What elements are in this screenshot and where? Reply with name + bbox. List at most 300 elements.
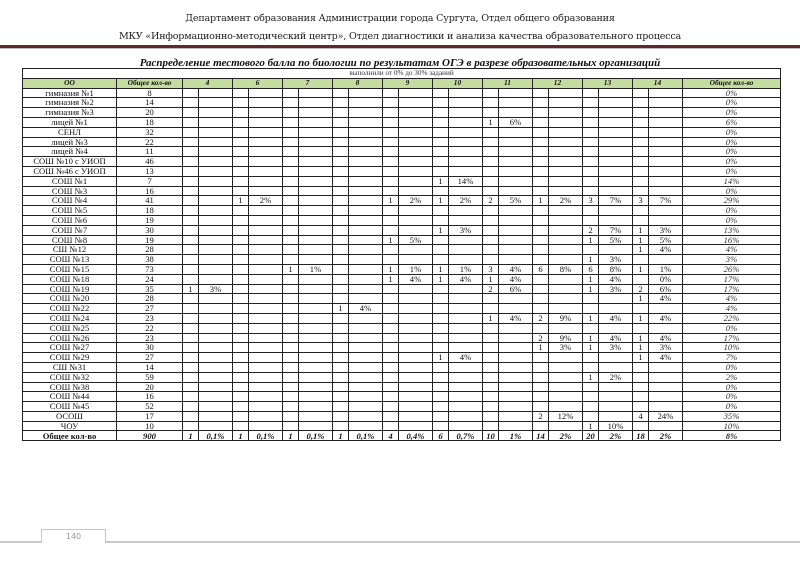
score-count-cell [583,117,599,127]
score-count-cell [583,392,599,402]
score-count-cell [183,225,199,235]
score-count-cell [433,235,449,245]
score-percent-cell: 4% [449,353,483,363]
score-percent-cell: 0,4% [399,431,433,441]
score-count-cell [633,323,649,333]
table-row [23,127,781,137]
score-percent-cell [349,284,383,294]
score-percent-cell [649,421,683,431]
table-row [23,274,781,284]
score-percent-cell [549,421,583,431]
score-count-cell [283,343,299,353]
score-count-cell [533,127,549,137]
score-count-cell [283,98,299,108]
participants-count-cell: 10 [117,421,183,431]
score-percent-cell: 4% [649,333,683,343]
score-count-cell [533,215,549,225]
table-row [23,255,781,265]
score-percent-cell: 3% [599,343,633,353]
score-count-cell [533,157,549,167]
column-header-score-6: 6 [233,78,283,88]
score-percent-cell [549,117,583,127]
summary-percent-cell: 0% [683,362,781,372]
page-number: 140 [41,529,106,543]
score-percent-cell: 3% [649,225,683,235]
score-count-cell [283,88,299,98]
score-percent-cell [499,323,533,333]
score-percent-cell [299,117,333,127]
score-percent-cell [599,245,633,255]
score-percent-cell [499,127,533,137]
score-percent-cell [549,186,583,196]
score-percent-cell [349,166,383,176]
score-count-cell [233,108,249,118]
score-count-cell [383,157,399,167]
score-count-cell: 1 [583,333,599,343]
score-count-cell [283,333,299,343]
score-count-cell [183,176,199,186]
org-name-cell: СЕНЛ [23,127,117,137]
score-percent-cell: 4% [599,313,633,323]
score-percent-cell [349,323,383,333]
score-percent-cell [249,304,283,314]
table-row [23,402,781,412]
score-percent-cell [599,362,633,372]
score-count-cell: 3 [483,264,499,274]
score-count-cell [233,206,249,216]
org-name-cell: СОШ №29 [23,353,117,363]
score-percent-cell [299,176,333,186]
score-percent-cell [299,137,333,147]
score-count-cell [183,235,199,245]
score-count-cell [483,392,499,402]
score-percent-cell [299,372,333,382]
score-percent-cell [649,392,683,402]
score-percent-cell [449,382,483,392]
score-count-cell [433,411,449,421]
score-count-cell [333,255,349,265]
score-percent-cell [249,186,283,196]
score-count-cell: 1 [533,343,549,353]
score-count-cell [333,382,349,392]
score-percent-cell: 9% [549,313,583,323]
score-percent-cell [399,88,433,98]
score-count-cell [383,117,399,127]
score-percent-cell: 1% [499,431,533,441]
table-row [23,313,781,323]
score-percent-cell [249,225,283,235]
score-count-cell [583,323,599,333]
score-percent-cell [499,392,533,402]
score-percent-cell: 0,7% [449,431,483,441]
score-percent-cell [499,108,533,118]
score-count-cell [183,362,199,372]
score-count-cell [483,411,499,421]
score-percent-cell [299,245,333,255]
score-count-cell [283,294,299,304]
score-count-cell [483,353,499,363]
score-percent-cell [249,245,283,255]
participants-count-cell: 35 [117,284,183,294]
score-percent-cell [199,294,233,304]
score-percent-cell [299,196,333,206]
score-percent-cell [599,127,633,137]
score-percent-cell [499,304,533,314]
score-count-cell: 1 [533,196,549,206]
score-percent-cell [249,206,283,216]
score-count-cell [233,127,249,137]
score-count-cell [533,294,549,304]
score-percent-cell [249,176,283,186]
score-count-cell: 6 [533,264,549,274]
org-name-cell: гимназия №1 [23,88,117,98]
table-row [23,147,781,157]
score-percent-cell [649,88,683,98]
score-percent-cell [649,215,683,225]
score-percent-cell [549,353,583,363]
summary-percent-cell: 26% [683,264,781,274]
score-percent-cell [249,215,283,225]
org-name-cell: СОШ №8 [23,235,117,245]
score-count-cell: 1 [383,264,399,274]
score-percent-cell [449,88,483,98]
participants-count-cell: 52 [117,402,183,412]
score-count-cell [333,402,349,412]
score-count-cell [433,166,449,176]
score-count-cell [533,382,549,392]
score-count-cell: 3 [633,196,649,206]
score-count-cell [183,294,199,304]
score-percent-cell [549,382,583,392]
score-percent-cell [649,108,683,118]
score-percent-cell [399,343,433,353]
score-percent-cell [399,294,433,304]
score-percent-cell [549,274,583,284]
score-percent-cell [649,176,683,186]
score-percent-cell [599,206,633,216]
score-percent-cell [499,402,533,412]
score-percent-cell [549,147,583,157]
score-count-cell: 1 [233,431,249,441]
score-count-cell: 1 [633,235,649,245]
score-percent-cell [449,235,483,245]
score-percent-cell [499,294,533,304]
column-header-score-7: 7 [283,78,333,88]
score-percent-cell [249,108,283,118]
score-percent-cell [449,313,483,323]
score-percent-cell [649,255,683,265]
column-header-score-8: 8 [333,78,383,88]
score-percent-cell [349,382,383,392]
score-percent-cell [199,157,233,167]
score-percent-cell [249,353,283,363]
summary-percent-cell: 0% [683,206,781,216]
score-count-cell [233,323,249,333]
score-count-cell [383,108,399,118]
score-percent-cell [249,157,283,167]
score-count-cell [233,147,249,157]
score-percent-cell [649,186,683,196]
score-count-cell [233,264,249,274]
participants-count-cell: 7 [117,176,183,186]
table-row [23,343,781,353]
score-percent-cell [249,98,283,108]
score-count-cell [383,402,399,412]
score-count-cell [333,362,349,372]
score-count-cell [183,411,199,421]
score-percent-cell: 3% [199,284,233,294]
score-count-cell [283,157,299,167]
score-count-cell [583,215,599,225]
score-count-cell [233,255,249,265]
score-percent-cell: 1% [449,264,483,274]
score-count-cell [483,166,499,176]
score-count-cell [283,206,299,216]
score-percent-cell [199,215,233,225]
score-percent-cell [349,402,383,412]
score-count-cell [583,362,599,372]
score-percent-cell [549,392,583,402]
score-count-cell [333,235,349,245]
score-percent-cell [349,255,383,265]
score-percent-cell: 2% [449,196,483,206]
score-count-cell [533,186,549,196]
score-count-cell: 2 [533,313,549,323]
score-count-cell [383,176,399,186]
score-count-cell [633,274,649,284]
score-count-cell: 18 [633,431,649,441]
score-percent-cell [399,108,433,118]
score-percent-cell [299,421,333,431]
score-percent-cell [649,323,683,333]
score-percent-cell [549,235,583,245]
participants-count-cell: 20 [117,382,183,392]
org-name-cell: СОШ №44 [23,392,117,402]
score-count-cell: 4 [633,411,649,421]
score-percent-cell: 6% [499,284,533,294]
score-count-cell [483,186,499,196]
score-count-cell [283,127,299,137]
score-count-cell [533,353,549,363]
score-percent-cell [449,421,483,431]
table-row [23,353,781,363]
score-percent-cell [199,166,233,176]
score-percent-cell [549,215,583,225]
score-percent-cell [299,294,333,304]
score-percent-cell: 3% [649,343,683,353]
score-count-cell [383,382,399,392]
score-count-cell [383,88,399,98]
score-count-cell [183,274,199,284]
score-count-cell [483,304,499,314]
score-percent-cell [549,98,583,108]
score-count-cell: 1 [633,245,649,255]
score-percent-cell [399,411,433,421]
score-count-cell [283,166,299,176]
score-percent-cell: 4% [449,274,483,284]
score-count-cell [383,137,399,147]
score-percent-cell [349,196,383,206]
score-percent-cell [349,343,383,353]
table-row [23,392,781,402]
score-count-cell [533,225,549,235]
score-count-cell [633,372,649,382]
score-count-cell [183,323,199,333]
score-percent-cell: 4% [499,274,533,284]
score-percent-cell [299,411,333,421]
score-count-cell: 1 [433,264,449,274]
score-count-cell [633,176,649,186]
score-percent-cell: 2% [549,196,583,206]
score-count-cell [433,362,449,372]
score-count-cell: 1 [633,294,649,304]
score-count-cell [283,245,299,255]
score-percent-cell [299,313,333,323]
score-count-cell [633,304,649,314]
score-percent-cell [399,372,433,382]
summary-percent-cell: 0% [683,392,781,402]
score-percent-cell [499,333,533,343]
score-percent-cell [599,98,633,108]
score-count-cell: 2 [633,284,649,294]
score-percent-cell [349,333,383,343]
score-percent-cell: 7% [649,196,683,206]
score-percent-cell [599,117,633,127]
score-percent-cell [199,235,233,245]
score-count-cell [183,206,199,216]
score-count-cell [333,323,349,333]
score-count-cell: 1 [633,353,649,363]
score-percent-cell [549,166,583,176]
table-row [23,98,781,108]
score-percent-cell [449,284,483,294]
score-percent-cell [199,333,233,343]
score-count-cell [433,245,449,255]
score-percent-cell [499,137,533,147]
score-percent-cell [449,372,483,382]
org-name-cell: СОШ №24 [23,313,117,323]
score-percent-cell [249,343,283,353]
score-percent-cell [349,372,383,382]
score-percent-cell [399,284,433,294]
score-percent-cell: 4% [349,304,383,314]
score-percent-cell: 3% [599,284,633,294]
score-percent-cell [349,98,383,108]
participants-count-cell: 32 [117,127,183,137]
score-percent-cell [449,255,483,265]
score-count-cell [183,215,199,225]
score-count-cell [183,196,199,206]
summary-percent-cell: 8% [683,431,781,441]
score-percent-cell [599,186,633,196]
score-count-cell [283,108,299,118]
org-name-cell: СОШ №22 [23,304,117,314]
score-count-cell [183,166,199,176]
score-percent-cell [449,333,483,343]
summary-percent-cell: 0% [683,402,781,412]
score-count-cell [333,147,349,157]
summary-percent-cell: 14% [683,176,781,186]
score-percent-cell: 24% [649,411,683,421]
score-percent-cell [299,235,333,245]
score-percent-cell [549,255,583,265]
score-percent-cell [599,88,633,98]
score-percent-cell [449,304,483,314]
score-percent-cell: 10% [599,421,633,431]
score-percent-cell [349,362,383,372]
score-count-cell [483,402,499,412]
summary-percent-cell: 0% [683,88,781,98]
org-name-cell: СОШ №45 [23,402,117,412]
score-count-cell: 1 [483,117,499,127]
score-percent-cell: 1% [399,264,433,274]
org-name-cell: гимназия №3 [23,108,117,118]
participants-count-cell: 19 [117,215,183,225]
org-name-cell: СОШ №1 [23,176,117,186]
score-percent-cell: 4% [499,264,533,274]
score-percent-cell [299,392,333,402]
score-count-cell [283,411,299,421]
column-header-summary: Общее кол-во [683,78,781,88]
score-percent-cell [499,382,533,392]
score-count-cell [633,157,649,167]
score-count-cell [233,245,249,255]
score-count-cell [383,343,399,353]
score-count-cell [433,304,449,314]
score-percent-cell [199,392,233,402]
score-percent-cell [249,117,283,127]
footer-rule [0,541,800,543]
score-count-cell: 1 [633,343,649,353]
score-percent-cell [299,98,333,108]
score-percent-cell [399,362,433,372]
score-count-cell [383,98,399,108]
score-percent-cell [349,176,383,186]
score-count-cell [633,421,649,431]
score-percent-cell [299,147,333,157]
score-percent-cell [249,294,283,304]
score-percent-cell [399,98,433,108]
score-count-cell: 1 [283,431,299,441]
score-count-cell [433,333,449,343]
score-count-cell [633,127,649,137]
score-percent-cell [399,117,433,127]
score-count-cell [183,147,199,157]
score-percent-cell [199,147,233,157]
score-count-cell [383,294,399,304]
table-row [23,294,781,304]
score-percent-cell: 2% [649,431,683,441]
score-percent-cell [549,206,583,216]
score-count-cell [483,245,499,255]
score-count-cell: 1 [633,333,649,343]
score-percent-cell [249,313,283,323]
score-count-cell: 2 [533,333,549,343]
org-name-cell: СШ №31 [23,362,117,372]
summary-percent-cell: 6% [683,117,781,127]
summary-percent-cell: 0% [683,215,781,225]
score-count-cell [583,127,599,137]
score-percent-cell [499,411,533,421]
score-count-cell: 1 [633,264,649,274]
score-percent-cell [599,323,633,333]
score-percent-cell [399,382,433,392]
score-count-cell [533,362,549,372]
org-name-cell: СШ №12 [23,245,117,255]
score-percent-cell [499,235,533,245]
org-name-cell: СОШ №25 [23,323,117,333]
score-percent-cell [449,245,483,255]
